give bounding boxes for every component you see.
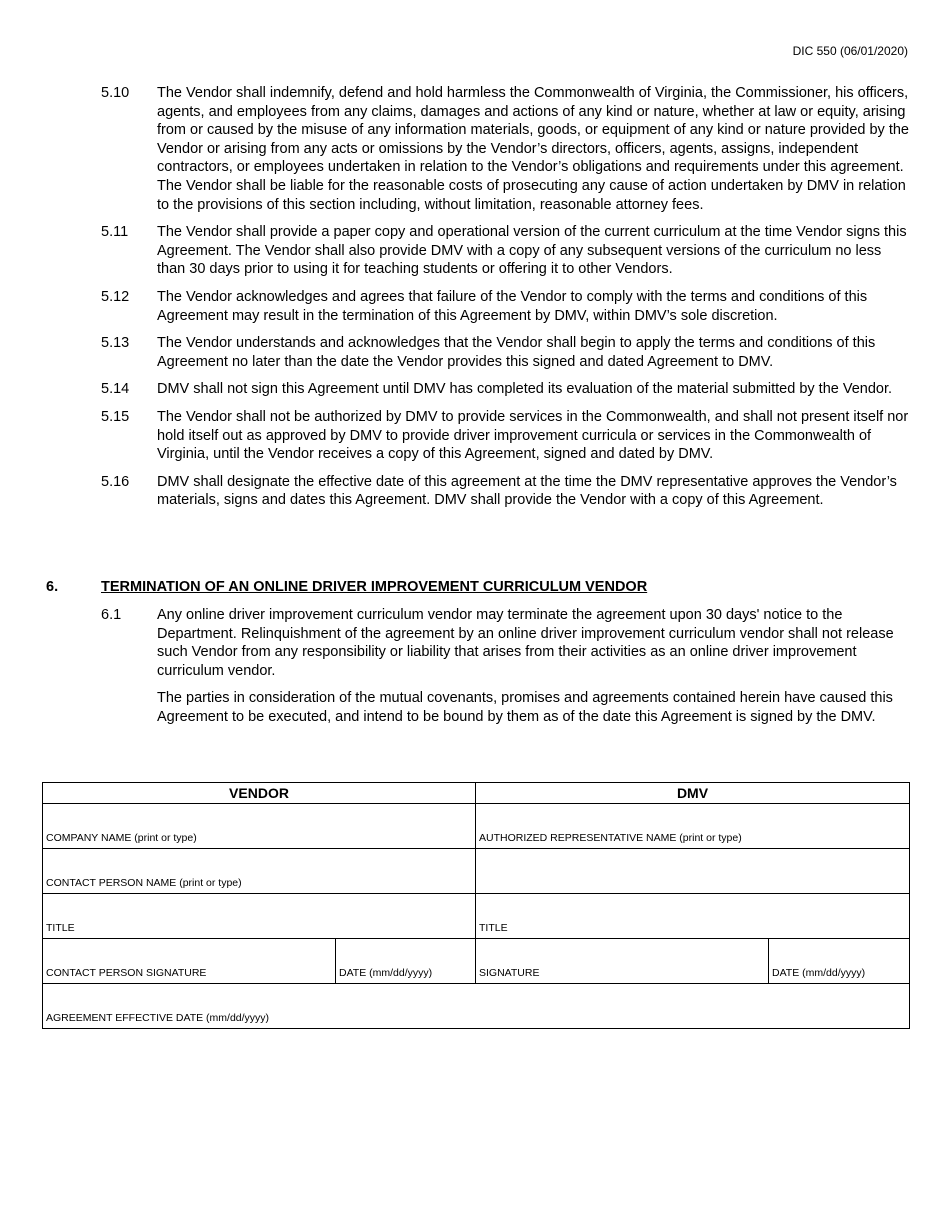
clause-number: 5.15 — [101, 408, 130, 425]
clause-text: The Vendor shall indemnify, defend and hold harmless the Commonwealth of Virginia, the Commissioner, his officers, agents, and employees from any claims, damages and actions of any kind or nature, whether at law or equity, arising from or caused by the misuse of any information materials, goods, or equipment of any kind or nature provided by the Vendor or arising from any acts or omissions by the Vendor’s directors, officers, agents, assigns, independent contractors, or employees undertaken in relation to the Vendor’s obligations and requirements under this agreement. The Vendor shall be liable for the reasonable costs of prosecuting any cause of action undertaken by DMV in relation to the provisions of this section including, without limitation, reasonable attorney fees. — [157, 85, 909, 213]
clause-5-10 — [101, 84, 911, 214]
dmv-date-label: DATE (mm/dd/yyyy) — [772, 967, 866, 979]
clause-text: Any online driver improvement curriculum vendor may terminate the agreement upon 30 days' notice to the Department. Relinquishment of the agreement by an online driver improvement curriculum vendor shall not release such Vendor from any responsibility or liability that arises from their activities as an online driver improvement curriculum vendor. — [157, 607, 894, 679]
vendor-title-field[interactable] — [43, 894, 476, 939]
clause-number: 6.1 — [101, 607, 122, 623]
clause-number: 5.14 — [101, 381, 130, 398]
effective-date-field[interactable] — [43, 984, 910, 1029]
form-id: DIC 550 (06/01/2020) — [792, 44, 908, 58]
dmv-header: DMV — [476, 783, 910, 804]
signature-table — [42, 782, 910, 1029]
dmv-signature-label: SIGNATURE — [479, 967, 540, 979]
authorized-rep-label: AUTHORIZED REPRESENTATIVE NAME (print or type) — [479, 832, 742, 844]
clause-5-13 — [101, 334, 911, 371]
vendor-header: VENDOR — [43, 783, 476, 804]
clause-number: 5.12 — [101, 288, 130, 305]
clause-text: DMV shall designate the effective date of this agreement at the time the DMV representative approves the Vendor’s materials, signs and dates this Agreement. DMV shall provide the Vendor with a copy of this Agreement. — [157, 473, 897, 509]
section-6-body — [101, 606, 911, 727]
dmv-date-field[interactable] — [769, 939, 910, 984]
closing-paragraph: The parties in consideration of the mutual covenants, promises and agreements contained herein have caused this Agreement to be executed, and intend to be bound by them as of the date this Agreement is signed by the DMV. — [157, 690, 893, 725]
contact-person-field[interactable] — [43, 849, 476, 894]
section-number: 6. — [46, 579, 59, 595]
effective-date-label: AGREEMENT EFFECTIVE DATE (mm/dd/yyyy) — [46, 1012, 270, 1024]
vendor-title-label: TITLE — [46, 922, 75, 934]
dmv-blank-field[interactable] — [476, 849, 910, 894]
contact-signature-field[interactable] — [43, 939, 336, 984]
clause-number: 5.13 — [101, 335, 130, 352]
clause-number: 5.10 — [101, 85, 130, 101]
section-title: TERMINATION OF AN ONLINE DRIVER IMPROVEMENT CURRICULUM VENDOR — [101, 579, 648, 595]
clause-text: DMV shall not sign this Agreement until DMV has completed its evaluation of the material submitted by the Vendor. — [157, 381, 893, 398]
clause-5-12 — [101, 288, 911, 325]
clause-text: The Vendor shall provide a paper copy and operational version of the current curriculum at the time Vendor signs this Agreement. The Vendor shall also provide DMV with a copy of any subsequent versions of the curriculum no less than 30 days prior to using it for teaching students or offering it to other Vendors. — [157, 224, 907, 278]
clause-text: The Vendor shall not be authorized by DMV to provide services in the Commonwealth, and shall not present itself nor hold itself out as approved by DMV to provide driver improvement curricula or services in the Commonwealth of Virginia, until the Vendor receives a copy of this Agreement, signed and dated by DMV. — [157, 408, 909, 463]
clause-number: 5.16 — [101, 473, 130, 490]
clause-5-15 — [101, 408, 911, 464]
contact-person-label: CONTACT PERSON NAME (print or type) — [46, 877, 242, 889]
contact-signature-label: CONTACT PERSON SIGNATURE — [46, 967, 207, 979]
clause-text: The Vendor acknowledges and agrees that failure of the Vendor to comply with the terms and conditions of this Agreement may result in the termination of this Agreement by DMV, within DMV’s sole discretion. — [157, 288, 868, 324]
section-6-heading — [46, 578, 906, 597]
clause-6-1 — [101, 606, 911, 680]
clause-5-14 — [101, 380, 911, 399]
dmv-title-label: TITLE — [479, 922, 508, 934]
clause-number: 5.11 — [101, 224, 129, 241]
clause-list — [101, 84, 911, 519]
dmv-title-field[interactable] — [476, 894, 910, 939]
clause-5-11 — [101, 223, 911, 279]
vendor-date-field[interactable] — [336, 939, 476, 984]
company-name-field[interactable] — [43, 804, 476, 849]
company-name-label: COMPANY NAME (print or type) — [46, 832, 197, 844]
authorized-rep-field[interactable] — [476, 804, 910, 849]
clause-5-16 — [101, 473, 911, 510]
vendor-date-label: DATE (mm/dd/yyyy) — [339, 967, 433, 979]
dmv-signature-field[interactable] — [476, 939, 769, 984]
clause-text: The Vendor understands and acknowledges that the Vendor shall begin to apply the terms and conditions of this Agreement no later than the date the Vendor provides this signed and dated Agreement to DMV. — [157, 335, 876, 370]
